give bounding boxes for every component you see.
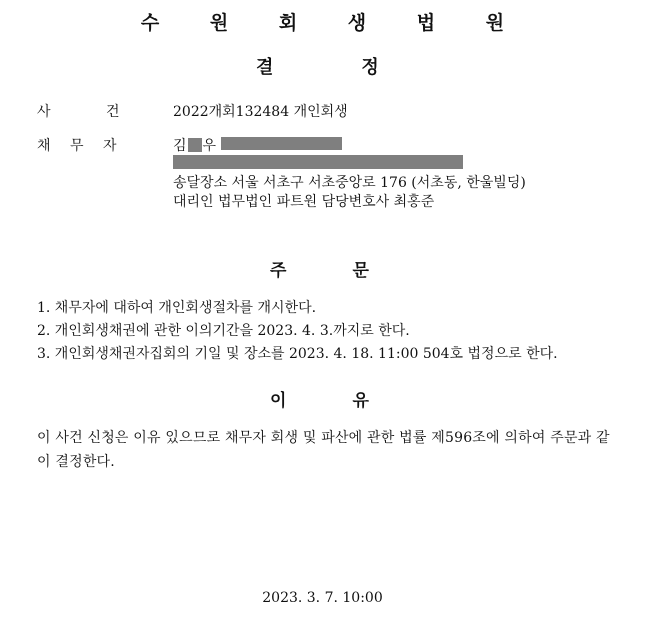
debtor-name-last: 우 xyxy=(202,138,217,154)
court-name: 수 원 회 생 법 원 xyxy=(140,12,527,34)
reason-title: 이 유 xyxy=(270,391,369,411)
reason-text: 이 사건 신청은 이유 있으므로 채무자 회생 및 파산에 관한 법률 제596조에 의하여 주문과 같이 결정한다. xyxy=(37,430,610,470)
case-number: 2022개회132484 개인회생 xyxy=(173,104,348,120)
redaction-bar-registration xyxy=(221,137,342,150)
document-title xyxy=(256,53,379,79)
order-item-1: 1. 채무자에 대하여 개인회생절차를 개시한다. xyxy=(37,300,317,316)
service-address: 송달장소 서울 서초구 서초중앙로 176 (서초동, 한울빌딩) xyxy=(173,175,526,191)
decision-date: 2023. 3. 7. 10:00 xyxy=(262,590,383,606)
document-title-char-1: 결 xyxy=(256,57,274,78)
debtor-name xyxy=(173,135,216,155)
debtor-label: 채 무 자 xyxy=(37,138,117,154)
order-item-3: 3. 개인회생채권자집회의 기일 및 장소를 2023. 4. 18. 11:00 504호 법정으로 한다. xyxy=(37,346,558,362)
redaction-bar-address xyxy=(173,155,463,169)
order-title: 주 문 xyxy=(270,261,369,281)
case-label: 사 건 xyxy=(37,104,120,120)
name-redaction xyxy=(188,138,202,152)
representative: 대리인 법무법인 파트원 담당변호사 최홍준 xyxy=(173,194,435,210)
debtor-name-first: 김 xyxy=(173,138,187,154)
document-title-char-2: 정 xyxy=(361,57,379,78)
order-item-2: 2. 개인회생채권에 관한 이의기간을 2023. 4. 3.까지로 한다. xyxy=(37,323,410,339)
